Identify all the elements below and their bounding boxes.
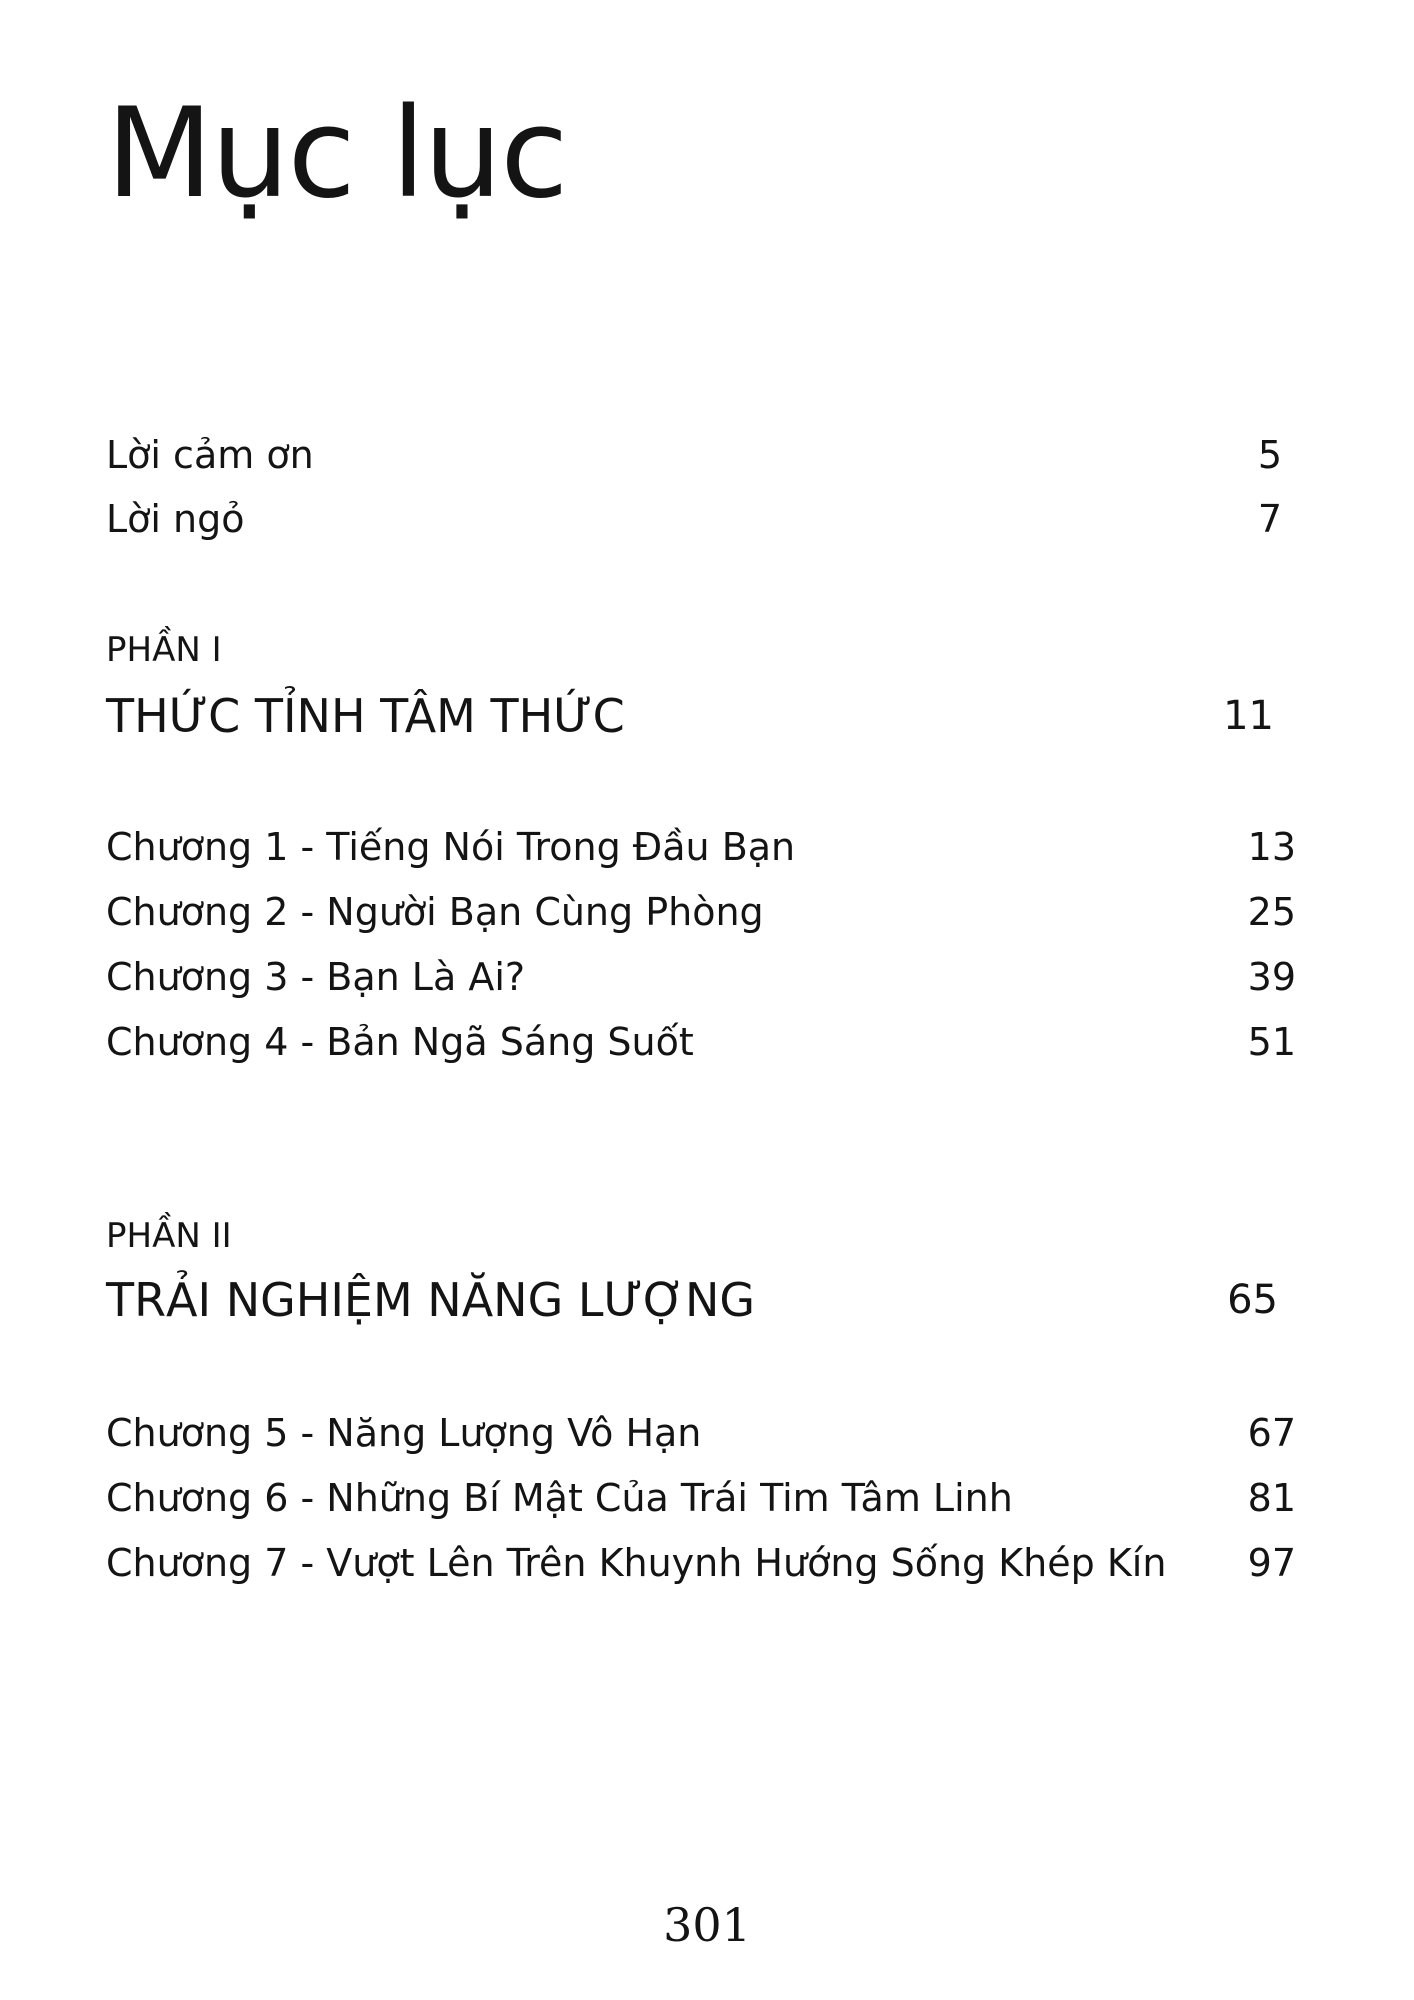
part-title-row [106, 686, 1286, 746]
toc-entry-label: Lời cảm ơn [106, 433, 314, 477]
toc-entry-chapter [106, 820, 1296, 874]
toc-entry-chapter [106, 1471, 1296, 1525]
part-page: 11 [1223, 693, 1274, 739]
toc-entry-page: 67 [1247, 1411, 1296, 1455]
toc-entry-page: 51 [1247, 1020, 1296, 1064]
toc-entry-label: Chương 3 - Bạn Là Ai? [106, 955, 526, 999]
toc-entry-page: 81 [1247, 1476, 1296, 1520]
toc-entry-label: Chương 2 - Người Bạn Cùng Phòng [106, 890, 764, 934]
part-title: TRẢI NGHIỆM NĂNG LƯỢNG [106, 1273, 756, 1327]
toc-entry-page: 7 [1257, 497, 1282, 541]
page-number: 301 [663, 1898, 751, 1952]
toc-entry-label: Chương 5 - Năng Lượng Vô Hạn [106, 1411, 702, 1455]
part-page: 65 [1227, 1277, 1278, 1323]
toc-entry-label: Chương 4 - Bản Ngã Sáng Suốt [106, 1020, 694, 1064]
toc-entry-page: 25 [1247, 890, 1296, 934]
part-title-row [106, 1270, 1286, 1330]
toc-entry-page: 13 [1247, 825, 1296, 869]
toc-entry-preface [106, 492, 1296, 546]
toc-entry-chapter [106, 1406, 1296, 1460]
toc-entry-chapter [106, 1015, 1296, 1069]
toc-entry-page: 39 [1247, 955, 1296, 999]
toc-entry-label: Chương 6 - Những Bí Mật Của Trái Tim Tâm Linh [106, 1476, 1013, 1520]
toc-entry-chapter [106, 1536, 1296, 1590]
toc-entry-page: 5 [1257, 433, 1282, 477]
toc-entry-label: Chương 1 - Tiếng Nói Trong Đầu Bạn [106, 825, 796, 869]
toc-entry-page: 97 [1247, 1541, 1296, 1585]
toc-entry-chapter [106, 950, 1296, 1004]
part-label: PHẦN I [106, 630, 222, 670]
toc-entry-label: Lời ngỏ [106, 497, 245, 541]
toc-entry-chapter [106, 885, 1296, 939]
part-label: PHẦN II [106, 1216, 232, 1256]
part-title: THỨC TỈNH TÂM THỨC [106, 689, 625, 743]
toc-entry-acknowledgements [106, 428, 1296, 482]
toc-entry-label: Chương 7 - Vượt Lên Trên Khuynh Hướng Sống Khép Kín [106, 1541, 1167, 1585]
page-title: Mục lục [106, 82, 567, 226]
